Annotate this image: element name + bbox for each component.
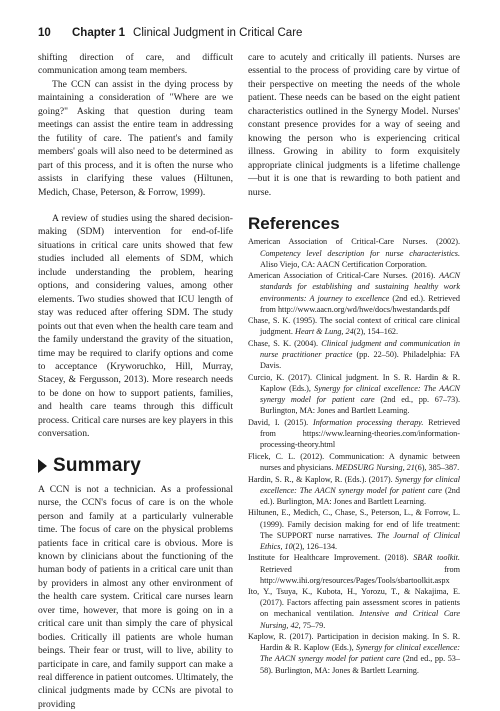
summary-paragraph: A CCN is not a technician. As a professional nurse, the CCN's focus of care is on the whole person and family at a particularly vulnerable time. The focus of care on the physical problems patients face in critical care is obvious. More is known by clinicians about the functioning of the human body of patients in a critical care unit than by providers in almost any other environment of the health care system. Critical care nurses learn over time, however, that more is going on in a critical care unit than simply the care of physical bodies. Critically ill patients are whole human beings. Their fear or trust, will to live, ability to participate in care, and family support can make a real difference in patient outcomes. Ultimately, the clinical judgments made by CCNs are pivotal to providing: [38, 483, 233, 710]
chapter-title: Clinical Judgment in Critical Care: [133, 27, 303, 39]
summary-title: Summary: [53, 454, 141, 476]
reference-item: David, I. (2015). Information processing therapy. Retrieved from https://www.learning-theories.com/information-processing-theory.html: [248, 417, 460, 450]
reference-item: Chase, S. K. (2004). Clinical judgment and communication in nurse practitioner practice (pp. 22–50). Philadelphia: FA Davis.: [248, 339, 461, 371]
reference-item: American Association of Critical-Care Nurses. (2016). AACN standards for establishing and sustaining healthy work environments: A journey to excellence (2nd ed.). Retrieved from http://www.aacn.org/wd/hwe/docs/hwestandards.pdf: [248, 271, 460, 314]
triangle-bullet-icon: [38, 459, 47, 473]
page-header: [38, 27, 302, 39]
reference-item: Institute for Healthcare Improvement. (2018). SBAR toolkit. Retrieved from http://www.ihi.org/resources/Pages/Tools/sbartoolkit.aspx: [248, 553, 460, 585]
right-column: [248, 51, 460, 676]
paragraph: care to acutely and critically ill patients. Nurses are essential to the process of providing care by virtue of their perspective on meeting the needs of the whole patient. These needs can be based on the eight patient characteristics outlined in the Synergy Model. Nurses' constant presence provides for a way of seeing and knowing the person who is experiencing critical illness. Growing in ability to form exquisitely appropriate clinical judgments is a lifetime challenge—but it is one that is rewarding to both patient and nurse.: [248, 52, 460, 198]
reference-list: [248, 236, 460, 675]
page-number: 10: [38, 27, 51, 39]
reference-item: Hiltunen, E., Medich, C., Chase, S., Peterson, L., & Forrow, L. (1999). Family decision making for end of life treatment: The SUPPORT nurse narratives. The Journal of Clinical Ethics, 10(2), 126–134.: [248, 508, 460, 551]
reference-item: Hardin, S. R., & Kaplow, R. (Eds.). (2017). Synergy for clinical excellence: The AACN synergy model for patient care (2nd ed.). Burlington, MA: Jones and Bartlett Learning.: [248, 474, 460, 506]
paragraph: A review of studies using the shared decision-making (SDM) intervention for end-of-life situations in critical care units showed that few studies included all elements of SDM, which include understanding the problem, hearing options, and considering values, among other elements. Two studies showed that ICU length of stay was reduced after offering SDM. The study points out that even when the health care team and the family understand the gravity of the situation, time may be required to clarify options and come to acceptance (Kryworuchko, Hill, Murray, Stacey, & Fergusson, 2013). More research needs to be done on how to support patients, families, and health care teams through this difficult process. Critical care nurses are key players in this conversation.: [38, 212, 233, 440]
summary-heading: [38, 454, 233, 476]
paragraph: The CCN can assist in the dying process by maintaining a consideration of "Where are we going?" Asking that question during team meetings can assist the entire team in addressing the futility of care. The patient's and family members' goals will also need to be determined as part of this process, and it is often the nurse who assists in clarifying these values (Hiltunen, Medich, Chase, Peterson, & Forrow, 1999).: [38, 78, 233, 198]
reference-item: Flicek, C. L. (2012). Communication: A dynamic between nurses and physicians. MEDSURG Nursing, 21(6), 385–387.: [248, 451, 460, 472]
reference-item: American Association of Critical-Care Nurses. (2002). Competency level description for nurse characteristics. Aliso Viejo, CA: AACN Certification Corporation.: [248, 237, 460, 269]
left-column: [38, 51, 233, 711]
paragraph: shifting direction of care, and difficult communication among team members.: [38, 52, 233, 77]
reference-item: Curcio, K. (2017). Clinical judgment. In S. R. Hardin & R. Kaplow (Eds.), Synergy for clinical excellence: The AACN synergy model for patient care (2nd ed., pp. 67–73). Burlington, MA: Jones and Bartlett Learning.: [248, 372, 460, 416]
reference-item: Ito, Y., Tsuya, K., Kubota, H., Yorozu, T., & Nakajima, E. (2017). Factors affecting pain assessment scores in patients on mechanical ventilation. Intensive and Critical Care Nursing, 42, 75–79.: [248, 587, 460, 630]
reference-item: Kaplow, R. (2017). Participation in decision making. In S. R. Hardin & R. Kaplow (Eds.), Synergy for clinical excellence: The AACN synergy model for patient care (2nd ed., pp. 53–58). Burlington, MA: Jones & Bartlett Learning.: [248, 632, 460, 675]
chapter-label: Chapter 1: [72, 27, 126, 39]
reference-item: Chase, S. K. (1995). The social context of critical care clinical judgment. Heart & Lung, 24(2), 154–162.: [248, 316, 460, 337]
references-heading: References: [248, 213, 340, 233]
